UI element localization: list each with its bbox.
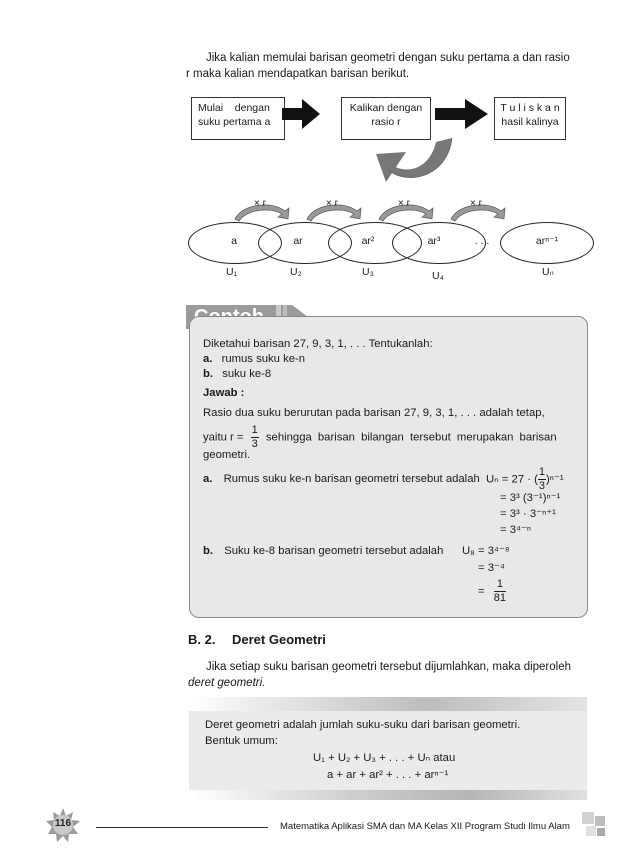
flow-box-multiply-line2: rasio r [371,116,401,128]
solution-b-frac-den: 81 [493,592,506,604]
flow-box-multiply-line1: Kalikan dengan [349,102,423,114]
rasio-line: Rasio dua suku berurutan pada barisan 27, 9, 3, 1, . . . adalah tetap, [203,407,545,419]
term-label-3: U₃ [362,266,374,278]
term-dots: . . . [474,235,490,247]
solution-a-eq3: = 3³ · 3⁻ⁿ⁺¹ [500,508,556,520]
term-2: ar [293,235,303,247]
definition-bottom-stripes [189,790,587,800]
footer-corner-squares [582,812,610,840]
section-paragraph-line1: Jika setiap suku barisan geometri tersebut dijumlahkan, maka diperoleh [206,661,572,673]
definition-form1: U₁ + U₂ + U₃ + . . . + Uₙ atau [313,752,456,764]
term-n: arⁿ⁻¹ [535,235,559,247]
solution-b-eq-sign: = [478,585,485,598]
footer-title: Matematika Aplikasi SMA dan MA Kelas XII Program Studi Ilmu Alam [280,821,570,832]
solution-b-eq3 [478,578,506,605]
multiplier-label: × r [398,198,410,209]
solution-a-rhs: )ⁿ⁻¹ [546,473,564,486]
solution-a-frac-num: 1 [538,466,546,478]
item-a-label: a. [203,353,213,365]
solution-a-frac-den: 3 [538,480,546,492]
return-arrowhead-icon [376,152,406,182]
flow-arrows [180,90,580,190]
definition-top-stripes [189,697,587,711]
sehingga-text: sehingga barisan bilangan tersebut merupakan barisan [265,431,557,444]
solution-b-label: b. [203,545,214,557]
intro-line-2: r maka kalian mendapatkan barisan berikut. [186,68,410,80]
multiplier-label: × r [470,198,482,209]
flow-box-write-line2: hasil kalinya [501,116,559,128]
example-item-a [203,351,305,367]
solution-b-eq2: = 3⁻⁴ [478,562,505,574]
multiplier-label: × r [254,198,266,209]
example-given: Diketahui barisan 27, 9, 3, 1, . . . Tentukanlah: [203,338,433,350]
multiplier-label: × r [326,198,338,209]
solution-a [203,471,480,487]
solution-b-eq1: U₈ = 3⁴⁻⁸ [462,545,510,557]
item-a-text: rumus suku ke-n [221,353,306,365]
definition-line2: Bentuk umum: [205,735,278,747]
solution-a-eq1 [486,466,564,493]
yaitu-line [203,424,557,451]
intro-line-1: Jika kalian memulai barisan geometri dengan suku pertama a dan rasio [206,52,570,64]
solution-b [203,543,443,559]
term-label-1: U₁ [226,266,238,278]
solution-a-lhs: Uₙ = 27 · ( [486,473,538,486]
solution-b-frac-num: 1 [494,578,506,592]
example-item-b [203,366,271,382]
term-3: ar² [361,235,375,247]
item-b-label: b. [203,368,214,380]
term-label-4: U₄ [432,270,444,282]
right-arrow-icon [435,99,488,129]
term-label-n: Uₙ [542,266,554,278]
solution-a-eq4: = 3⁴⁻ⁿ [500,524,531,536]
yaitu-text: yaitu r = [203,431,244,444]
footer-rule [96,827,268,828]
solution-b-fraction [494,578,506,605]
solution-a-eq2: = 3³ (3⁻¹)ⁿ⁻¹ [500,492,561,504]
term-4: ar³ [427,235,441,247]
solution-a-text: Rumus suku ke-n barisan geometri tersebut adalah [223,473,480,485]
flow-box-start-line1: Mulai dengan [198,102,270,114]
solution-a-fraction [538,466,546,493]
geometri-line: geometri. [203,449,251,461]
section-title: Deret Geometri [232,632,326,647]
ratio-fraction [251,424,259,451]
solution-b-text: Suku ke-8 barisan geometri tersebut adalah [224,545,444,557]
definition-form2: a + ar + ar² + . . . + arⁿ⁻¹ [327,769,449,781]
ratio-denominator: 3 [251,438,258,450]
definition-line1: Deret geometri adalah jumlah suku-suku dari barisan geometri. [205,719,521,731]
term-1: a [231,235,237,247]
item-b-text: suku ke-8 [222,368,272,380]
jawab-heading: Jawab : [203,387,245,399]
right-arrow-icon [282,99,320,129]
section-paragraph-line2: deret geometri. [188,677,266,689]
page-number-badge [46,808,80,842]
page-number: 116 [54,818,72,829]
flow-box-write-line1: T u l i s k a n [500,102,560,114]
ratio-numerator: 1 [251,424,258,436]
section-number: B. 2. [188,632,216,647]
term-label-2: U₂ [290,266,302,278]
solution-a-label: a. [203,473,213,485]
flow-box-start-line2: suku pertama a [198,116,271,128]
